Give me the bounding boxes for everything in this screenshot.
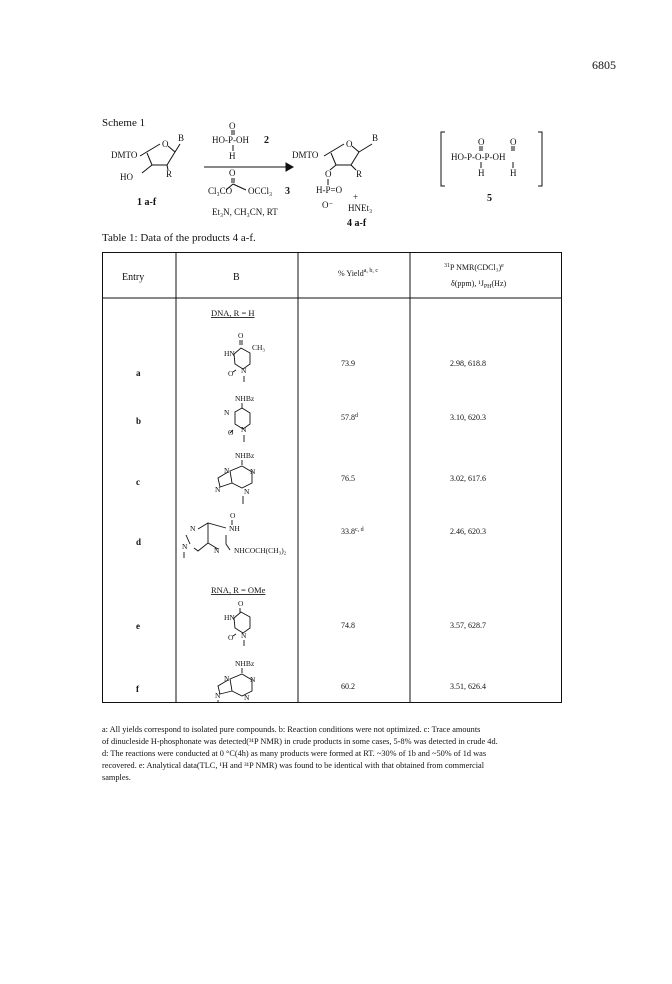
nmr-c: 3.02, 617.6 [450,474,486,483]
footnotes [102,724,570,784]
svg-text:NHBz: NHBz [235,659,255,668]
c5-h1: H [478,168,485,178]
sm-substituent-bond [142,144,180,173]
section-rna: RNA, R = OMe [211,585,266,595]
pr-base: B [372,133,379,143]
svg-text:NH: NH [229,524,240,533]
c5-h2: H [510,168,517,178]
pr-ring-bond [324,144,359,165]
svg-text:O: O [228,369,234,378]
reagent3-o: O [229,168,236,178]
footnote-line: of dinucleside H-phosphonate was detected(³¹P NMR) in crude products in some cases, 5-8% was detected in crude 4d. [102,737,498,746]
reagent2-o: O [229,121,236,131]
structure-uracil [224,599,247,642]
structure-thymine [224,331,265,378]
nmr-e: 3.57, 628.7 [450,621,486,630]
c5-number: 5 [487,193,492,204]
sm-r: R [166,169,173,179]
sm-ho: HO [120,172,133,182]
svg-text:N: N [182,542,188,551]
pr-dmto: DMTO [292,150,319,160]
svg-text:O: O [238,331,244,340]
svg-text:N: N [241,366,247,375]
reagent3-left: Cl₃CO [208,186,233,196]
yield-e: 74.8 [341,621,355,630]
pr-label: 4 a-f [347,218,367,229]
table-border [103,253,562,703]
conditions: Et₃N, CH₃CN, RT [212,207,278,217]
sm-ring-bond [140,144,175,165]
entry-e: e [136,621,140,631]
entry-d: d [136,537,142,547]
table-caption: Table 1: Data of the products 4 a-f. [102,232,256,244]
yield-d: 33.8$^{c, d}$ [341,527,364,536]
svg-text:N: N [224,674,230,683]
pr-ominus: O⁻ [322,200,334,210]
c5-formula: HO-P-O-P-OH [451,152,506,162]
svg-text:N: N [241,425,247,434]
header-yield: % Yield$^{a, b, c}$ [338,268,379,278]
c5-o1: O [478,137,485,147]
bond-thymine [233,340,250,382]
structure-adenine [215,451,256,496]
svg-text:O: O [228,428,234,437]
nmr-f: 3.51, 626.4 [450,682,486,691]
svg-text:O: O [230,511,236,520]
reagent3-right: OCCl₃ [248,186,273,196]
header-entry: Entry [122,272,145,283]
footnote-line: a: All yields correspond to isolated pure compounds. b: Reaction conditions were not optimized. c: Trace amounts [102,725,481,734]
reaction-scheme [0,0,672,260]
structure-adenine-rna [215,659,256,702]
pr-ring-o: O [346,139,353,149]
pr-o3: O [325,169,332,179]
nmr-a: 2.98, 618.8 [450,359,486,368]
footnote-line: recovered. e: Analytical data(TLC, ¹H and ³¹P NMR) was found to be identical with that obtained from commercial [102,761,485,770]
svg-text:CH₃: CH₃ [252,343,266,352]
entry-f: f [136,684,139,694]
footnote-line: d: The reactions were conducted at 0 °C(4h) as many products were formed at RT. ~30% of 1b and ~50% of 1d was [102,749,487,758]
entry-c: c [136,477,140,487]
svg-text:N: N [224,408,230,417]
svg-text:N: N [244,487,250,496]
svg-text:N: N [250,675,256,684]
header-base: B [233,272,240,283]
svg-text:N: N [241,631,247,640]
svg-text:HN: HN [224,613,235,622]
svg-text:N: N [224,466,230,475]
footnote-line: samples. [102,773,131,782]
structure-guanine [182,511,287,555]
reagent2-formula: HO-P-OH [212,135,249,145]
yield-c: 76.5 [341,474,355,483]
reagent2-number: 2 [264,135,269,146]
data-table [102,252,562,703]
c5-o2: O [510,137,517,147]
yield-f: 60.2 [341,682,355,691]
header-nmr-line2: δ(ppm), $^1J_{PH}(Hz)$ [451,279,507,290]
reagent3-number: 3 [285,186,290,197]
pr-r: R [356,169,363,179]
pr-hp: H-P=O [316,185,343,195]
svg-text:NHBz: NHBz [235,451,255,460]
entry-b: b [136,416,142,426]
entry-a: a [136,368,141,378]
sm-base: B [178,133,185,143]
scheme-title: Scheme 1 [102,117,146,129]
pr-hnet3: HNEt₃ [348,203,373,213]
svg-text:NHCOCH(CH₃)₂: NHCOCH(CH₃)₂ [234,546,287,555]
nmr-b: 3.10, 620.3 [450,413,486,422]
svg-text:HN: HN [224,349,235,358]
pr-plus: + [353,192,359,202]
svg-text:N: N [250,467,256,476]
sm-dmto: DMTO [111,150,138,160]
svg-text:O: O [238,599,244,608]
page-number: 6805 [592,58,616,72]
reaction-arrowhead [286,163,293,171]
yield-a: 73.9 [341,359,355,368]
svg-text:N: N [215,485,221,494]
sm-label: 1 a-f [137,197,157,208]
svg-text:NHBz: NHBz [235,394,255,403]
svg-text:N: N [244,693,250,702]
reagent2-h: H [229,151,236,161]
bond-uracil [233,608,250,646]
svg-text:N: N [214,546,220,555]
nmr-d: 2.46, 620.3 [450,527,486,536]
svg-text:O: O [228,633,234,642]
svg-text:N: N [215,691,221,700]
header-nmr-line1: $^{31}$P NMR(CDCl₃)$^e$ [444,263,504,272]
sm-ring-o: O [162,139,169,149]
section-dna: DNA, R = H [211,308,255,318]
svg-text:N: N [190,524,196,533]
yield-b: 57.8$^d$ [341,413,358,422]
